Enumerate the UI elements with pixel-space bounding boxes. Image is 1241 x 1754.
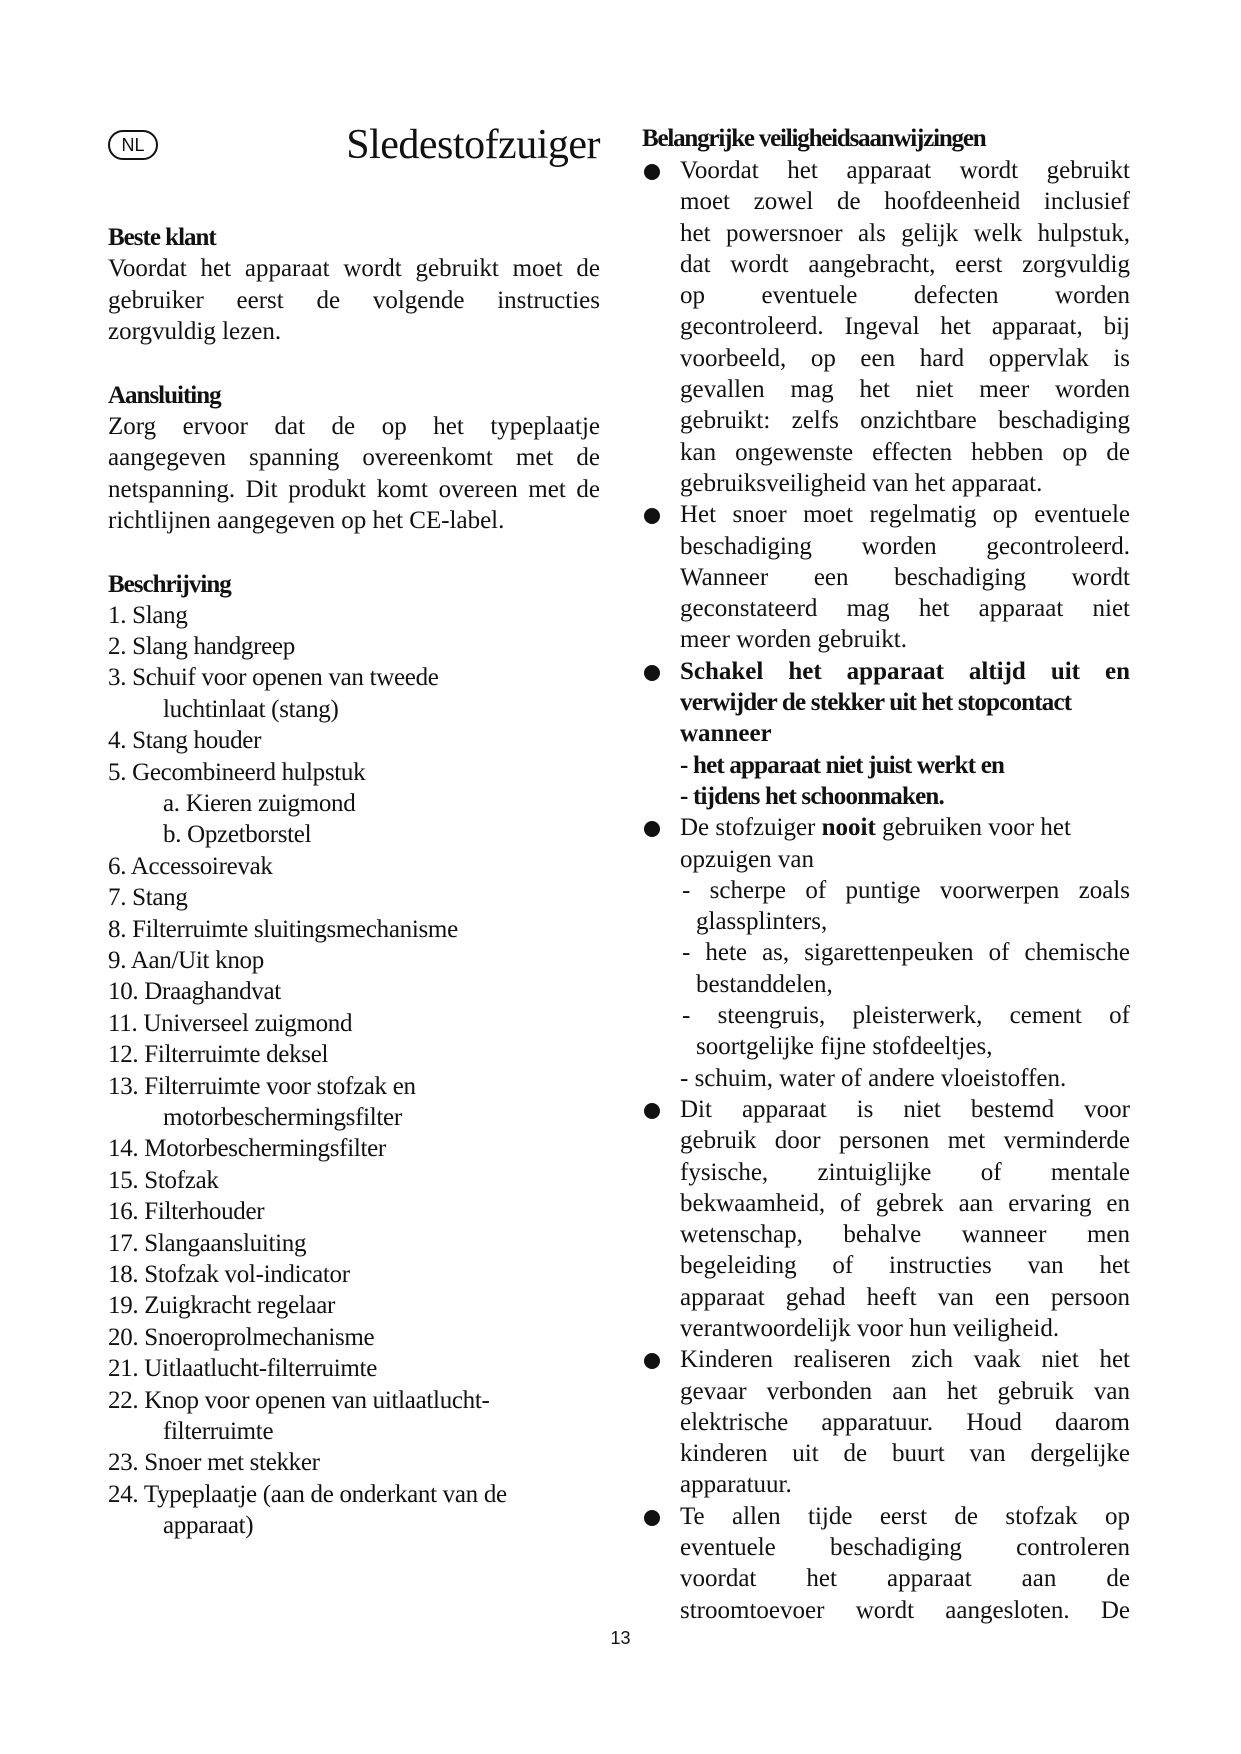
bullet-line: stroomtoevoer wordt aangesloten. De (680, 1596, 1130, 1624)
list-item: motorbeschermingsfilter (163, 1104, 402, 1131)
list-item: 19. Zuigkracht regelaar (108, 1292, 336, 1320)
page-title: Sledestofzuiger (346, 122, 600, 168)
bullet-line: gebruiksveiligheid van het apparaat. (680, 469, 1043, 497)
connection-section (108, 380, 600, 537)
bullet-line: Te allen tijde eerst de stofzak op (680, 1502, 1130, 1530)
bullet-line: begeleiding of instructies van het (680, 1252, 1130, 1280)
bullet-line (680, 812, 1130, 843)
bullet-line: - het apparaat niet juist werkt en (680, 751, 1005, 779)
bullet-dot-icon (644, 1510, 660, 1526)
list-item: apparaat) (163, 1512, 254, 1540)
list-item: b. Opzetborstel (163, 821, 312, 849)
list-item: 6. Accessoirevak (108, 852, 273, 880)
bullet-line: - tijdens het schoonmaken. (680, 782, 944, 810)
bullet-line: beschadiging worden gecontroleerd. (680, 532, 1130, 560)
bullet-line: gevallen mag het niet meer worden (680, 376, 1130, 404)
safety-bullet-cord (642, 499, 1130, 655)
safety-bullet-dustbag (642, 1501, 1130, 1626)
list-item: 1. Slang (108, 601, 188, 629)
bullet-line: Kinderen realiseren zich vaak niet het (680, 1346, 1130, 1374)
list-item: 15. Stofzak (108, 1166, 219, 1194)
bullet-line: - steengruis, pleisterwerk, cement of (682, 1002, 1130, 1030)
list-item: 11. Universeel zuigmond (108, 1009, 353, 1037)
list-item: 9. Aan/Uit knop (108, 946, 264, 974)
list-item: 24. Typeplaatje (aan de onderkant van de (108, 1480, 507, 1508)
bullet-line: glassplinters, (696, 908, 828, 936)
safety-bullet-never (642, 812, 1130, 1094)
bullet-line: bekwaamheid, of gebrek aan ervaring en (680, 1189, 1130, 1217)
safety-bullet-inspect (642, 155, 1130, 499)
bullet-dot-icon (644, 164, 660, 180)
list-item: 22. Knop voor openen van uitlaatlucht- (108, 1386, 490, 1414)
list-item: 2. Slang handgreep (108, 632, 295, 660)
bullet-dot-icon (644, 1103, 660, 1119)
bullet-line: gebruikt: zelfs onzichtbare beschadiging (680, 407, 1130, 435)
list-item: 8. Filterruimte sluitingsmechanisme (108, 915, 458, 943)
bullet-line: voordat het apparaat aan de (680, 1565, 1130, 1593)
bullet-line: opzuigen van (680, 845, 814, 873)
bullet-line: wanneer (680, 720, 772, 748)
bullet-line: Het snoer moet regelmatig op eventuele (680, 501, 1130, 529)
parts-list (108, 600, 600, 1542)
bullet-line: Schakel het apparaat altijd uit en (680, 657, 1130, 685)
list-item: 23. Snoer met stekker (108, 1449, 320, 1477)
page-number: 13 (610, 1628, 631, 1648)
safety-bullet-persons (642, 1094, 1130, 1344)
bullet-line: gevaar verbonden aan het gebruik van (680, 1377, 1130, 1405)
bullet-line: fysische, zintuiglijke of mentale (680, 1158, 1130, 1186)
intro-heading: Beste klant (108, 224, 216, 251)
bullet-line: kinderen uit de buurt van dergelijke (680, 1440, 1130, 1468)
bullet-line: meer worden gebruikt. (680, 626, 908, 654)
list-item: 20. Snoeroprolmechanisme (108, 1323, 375, 1351)
bullet-line: apparatuur. (680, 1471, 792, 1499)
bullet-line: voorbeeld, op een hard oppervlak is (680, 344, 1130, 372)
bullet-line: kan ongewenste effecten hebben op de (680, 438, 1130, 466)
bullet-line: bestanddelen, (696, 970, 833, 998)
safety-bullet-children (642, 1344, 1130, 1500)
bullet-dot-icon (644, 1353, 660, 1369)
bullet-emphasis: nooit (821, 814, 876, 842)
bullet-text: De stofzuiger (680, 814, 822, 842)
bullet-line: Wanneer een beschadiging wordt (680, 563, 1130, 591)
intro-text: Voordat het apparaat wordt gebruikt moet de gebruiker eerst de volgende instructies zorgvuldig lezen. (108, 255, 600, 345)
connection-text: Zorg ervoor dat de op het typeplaatje aangegeven spanning overeenkomt met de netspanning. Dit produkt komt overeen met de richtlijnen aangegeven op het CE-label. (108, 412, 600, 534)
bullet-line: gebruik door personen met verminderde (680, 1127, 1130, 1155)
bullet-line: verantwoordelijk voor hun veiligheid. (680, 1314, 1060, 1342)
list-item: a. Kieren zuigmond (163, 789, 356, 817)
bullet-line: elektrische apparatuur. Houd daarom (680, 1408, 1130, 1436)
bullet-line: Dit apparaat is niet bestemd voor (680, 1095, 1130, 1123)
list-item: 18. Stofzak vol-indicator (108, 1261, 350, 1289)
safety-heading: Belangrijke veiligheidsaanwijzingen (642, 125, 986, 152)
list-item: 7. Stang (108, 884, 188, 912)
bullet-line: gecontroleerd. Ingeval het apparaat, bij (680, 313, 1130, 341)
list-item: 5. Gecombineerd hulpstuk (108, 758, 366, 786)
list-item: 21. Uitlaatlucht-filterruimte (108, 1355, 377, 1383)
list-item: 13. Filterruimte voor stofzak en (108, 1072, 416, 1100)
list-item: luchtinlaat (stang) (163, 695, 339, 723)
list-item: 16. Filterhouder (108, 1198, 265, 1226)
bullet-line: het powersnoer als gelijk welk hulpstuk, (680, 219, 1130, 247)
bullet-line: verwijder de stekker uit het stopcontact (680, 689, 1072, 717)
description-heading: Beschrijving (108, 570, 231, 598)
bullet-line: soortgelijke fijne stofdeeltjes, (696, 1033, 993, 1061)
bullet-line: apparaat gehad heeft van een persoon (680, 1283, 1130, 1311)
list-item: 4. Stang houder (108, 727, 262, 755)
list-item: 14. Motorbeschermingsfilter (108, 1135, 386, 1163)
bullet-line: eventuele beschadiging controleren (680, 1534, 1130, 1562)
bullet-line: - schuim, water of andere vloeistoffen. (680, 1064, 1067, 1092)
language-badge: NL (108, 130, 158, 160)
bullet-line: Voordat het apparaat wordt gebruikt (680, 157, 1130, 184)
bullet-line: - scherpe of puntige voorwerpen zoals (682, 876, 1130, 904)
list-item: filterruimte (163, 1418, 274, 1446)
safety-bullet-unplug (642, 656, 1130, 812)
bullet-dot-icon (644, 665, 660, 681)
left-column (108, 120, 600, 1542)
bullet-line: moet zowel de hoofdeenheid inclusief (680, 188, 1130, 216)
bullet-line: geconstateerd mag het apparaat niet (680, 595, 1130, 623)
intro-section (108, 222, 600, 348)
bullet-dot-icon (644, 508, 660, 524)
bullet-line: dat wordt aangebracht, eerst zorgvuldig (680, 250, 1130, 278)
page-header (108, 120, 600, 180)
bullet-line: - hete as, sigarettenpeuken of chemische (682, 939, 1130, 967)
connection-heading: Aansluiting (108, 381, 221, 409)
right-column (642, 124, 1130, 1626)
list-item: 3. Schuif voor openen van tweede (108, 664, 439, 692)
list-item: 10. Draaghandvat (108, 978, 281, 1006)
list-item: 12. Filterruimte deksel (108, 1041, 329, 1069)
list-item: 17. Slangaansluiting (108, 1229, 307, 1257)
bullet-dot-icon (644, 821, 660, 837)
bullet-line: wetenschap, behalve wanneer men (680, 1221, 1130, 1249)
description-section (108, 569, 600, 1542)
bullet-text: gebruiken voor het (875, 814, 1071, 842)
bullet-line: op eventuele defecten worden (680, 282, 1130, 310)
